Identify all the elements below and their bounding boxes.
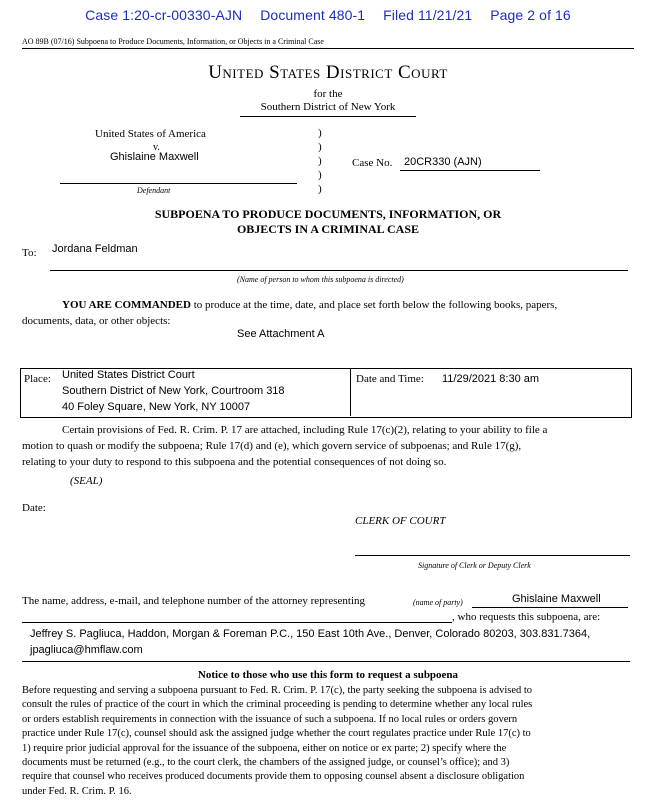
defendant-rule <box>60 183 297 184</box>
notice-line: under Fed. R. Crim. P. 16. <box>22 785 132 797</box>
party-label: (name of party) <box>413 598 463 607</box>
command-bold: YOU ARE COMMANDED <box>62 299 191 311</box>
recipient-name: Jordana Feldman <box>52 243 138 255</box>
command-line-1 <box>62 297 557 313</box>
date-time-value: 11/29/2021 8:30 am <box>442 373 540 385</box>
command-rest: to produce at the time, date, and place set forth below the following books, papers, <box>190 299 558 311</box>
case-no-label: Case No. <box>352 157 393 169</box>
case-id: Case 1:20-cr-00330-AJN <box>85 7 243 23</box>
place-line-1: United States District Court <box>62 369 195 381</box>
for-the: for the <box>313 88 343 100</box>
form-id: AO 89B (07/16) Subpoena to Produce Documents, Information, or Objects in a Criminal Case <box>22 37 324 46</box>
provisions-line-3: relating to your duty to respond to this subpoena and the potential consequences of not doing so. <box>22 456 447 468</box>
place-label: Place: <box>24 373 51 385</box>
attachment: See Attachment A <box>237 328 325 340</box>
case-header <box>0 7 656 23</box>
date-label: Date: <box>22 502 46 514</box>
recipient-rule <box>50 270 628 271</box>
subpoena-title-1: SUBPOENA TO PRODUCE DOCUMENTS, INFORMATION, OR <box>154 207 502 221</box>
recipient-caption: (Name of person to whom this subpoena is directed) <box>237 275 404 284</box>
seal: (SEAL) <box>70 475 103 487</box>
case-no-rule <box>400 170 540 171</box>
district-underline <box>240 116 416 117</box>
box-divider <box>350 368 351 416</box>
place-line-2: Southern District of New York, Courtroom 318 <box>62 385 285 397</box>
notice-line: or orders establish requirements in connection with the issuance of such a subpoena. If no local rules or orders govern <box>22 713 518 725</box>
party-rule <box>472 607 628 608</box>
caption-parens: ) ) ) ) ) <box>318 127 322 195</box>
plaintiff: United States of America <box>95 128 206 140</box>
place-address <box>62 367 285 415</box>
to-label: To: <box>22 247 37 259</box>
notice-line: practice under Rule 17(c), counsel should ask the assigned judge whether the court regulates practice under Rule 17(c) to <box>22 728 531 740</box>
notice-body <box>22 684 532 799</box>
page-number: Page 2 of 16 <box>490 7 571 23</box>
attorney-info-2: jpagliuca@hmflaw.com <box>30 644 143 656</box>
defendant-name: Ghislaine Maxwell <box>110 151 199 163</box>
notice-line: consult the rules of practice of the court in which the criminal proceeding is pending to determine whether any local rules <box>22 699 533 711</box>
provisions-line-2: motion to quash or modify the subpoena; Rule 17(d) and (e), which govern service of subpoenas; and Rule 17(g), <box>22 440 522 452</box>
filed-date: Filed 11/21/21 <box>383 7 473 23</box>
place-line-3: 40 Foley Square, New York, NY 10007 <box>62 401 251 413</box>
document-number: Document 480-1 <box>260 7 366 23</box>
notice-line: Before requesting and serving a subpoena pursuant to Fed. R. Crim. P. 17(c), the party seeking the subpoena is advised to <box>22 685 533 696</box>
party-name: Ghislaine Maxwell <box>512 593 601 605</box>
court-title: United States District Court <box>208 62 448 83</box>
signature-label: Signature of Clerk or Deputy Clerk <box>418 561 531 570</box>
defendant-label: Defendant <box>137 186 171 195</box>
provisions-line-1: Certain provisions of Fed. R. Crim. P. 17 are attached, including Rule 17(c)(2), relating to your ability to file a <box>62 424 548 436</box>
attorney-line: The name, address, e-mail, and telephone number of the attorney representing <box>22 595 366 607</box>
case-no: 20CR330 (AJN) <box>404 156 482 168</box>
date-time-label: Date and Time: <box>356 373 424 385</box>
form-id-divider <box>22 48 634 49</box>
district: Southern District of New York <box>260 101 396 113</box>
party-rule-2 <box>22 622 452 623</box>
attorney-info-1: Jeffrey S. Pagliuca, Haddon, Morgan & Foreman P.C., 150 East 10th Ave., Denver, Colorado 80203, 303.831.7364, <box>30 628 591 640</box>
who-requests: , who requests this subpoena, are: <box>452 611 601 623</box>
notice-line: require that counsel who receives produced documents provide them to opposing counsel absent a disclosure obligation <box>22 771 525 783</box>
versus: v. <box>153 142 160 153</box>
attorney-rule <box>22 661 630 662</box>
notice-line: 1) require prior judicial approval for the issuance of the subpoena, either on notice or ex parte; 2) specify where the <box>22 742 507 754</box>
notice-line: documents must be returned (e.g., to the court clerk, the chambers of the assigned judge, or counsel’s office); and 3) <box>22 757 510 769</box>
notice-title: Notice to those who use this form to request a subpoena <box>197 669 459 681</box>
command-line-2: documents, data, or other objects: <box>22 315 171 327</box>
subpoena-title-2: OBJECTS IN A CRIMINAL CASE <box>236 222 420 236</box>
signature-rule <box>355 555 630 556</box>
clerk-of-court: CLERK OF COURT <box>355 515 446 527</box>
